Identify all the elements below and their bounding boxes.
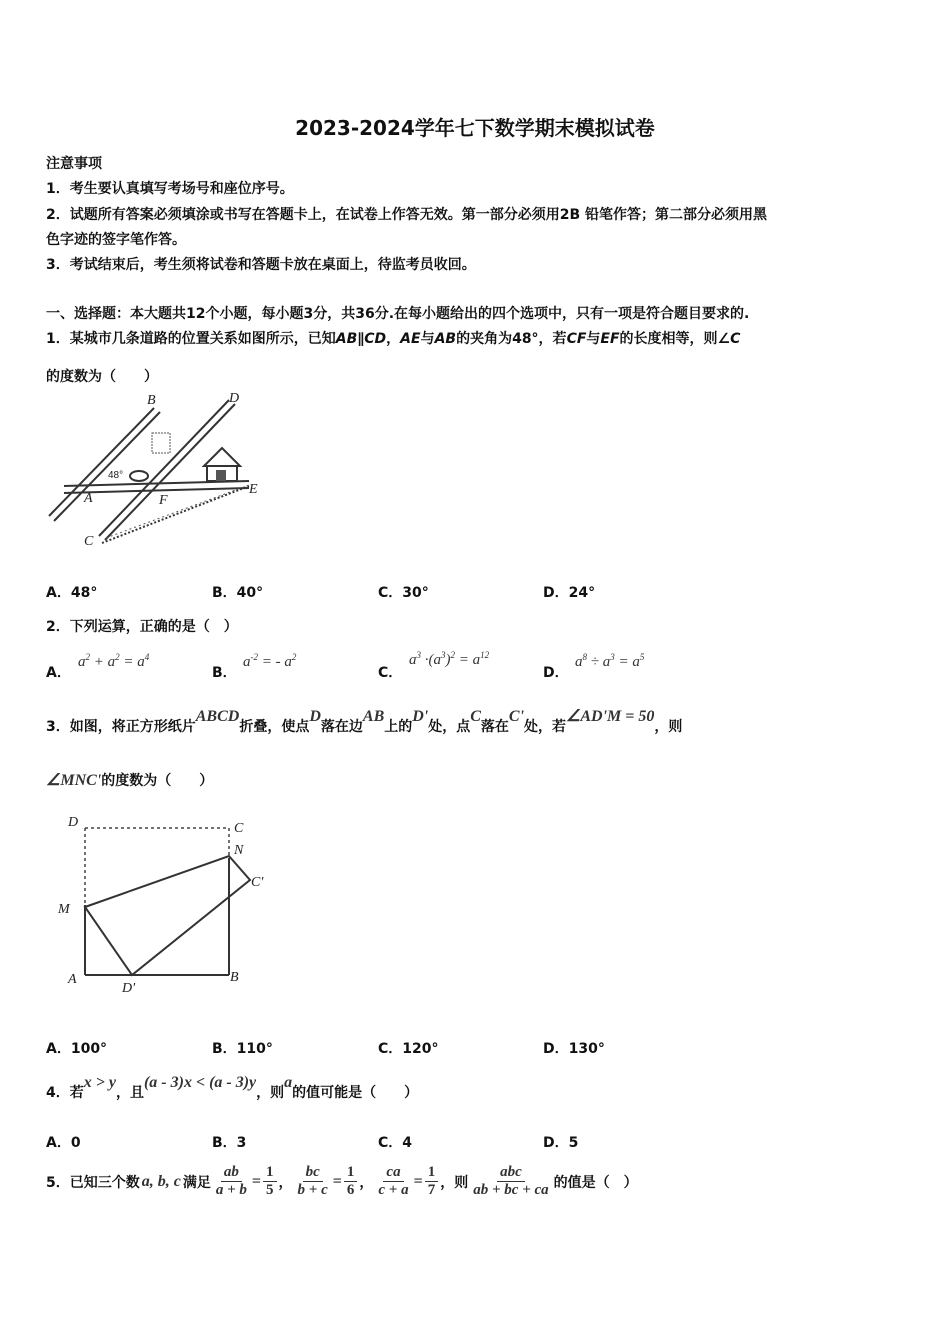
label-A: A [84, 491, 93, 506]
section-heading: 一、选择题：本大题共12个小题，每小题3分，共36分.在每小题给出的四个选项中，只有一项是符合题目要求的. [46, 306, 750, 322]
notice-heading: 注意事项 [46, 156, 102, 172]
label-B: B [147, 393, 156, 408]
q2-label-a: A． [46, 665, 71, 681]
label-N: N [234, 843, 244, 858]
q4-option-c: C．4 [378, 1135, 413, 1151]
notice-item: 3．考试结束后，考生须将试卷和答题卡放在桌面上，待监考员收回。 [46, 257, 476, 273]
q2-expr-b: $a^{-2}$ = - $a^2$ [243, 652, 297, 670]
q2-expr-a: $a^2 + a^2 = a^4$ [78, 652, 150, 670]
label-M: M [58, 902, 70, 917]
q1-figure [44, 388, 274, 553]
q2-label-b: B． [212, 665, 237, 681]
label-B: B [230, 970, 239, 985]
q1-option-a: A．48° [46, 585, 98, 601]
q2-expr-d: $a^8 \div a^3 = a^5$ [575, 652, 645, 670]
label-E: E [249, 482, 258, 497]
label-F: F [159, 493, 168, 508]
q3-option-a: A．100° [46, 1041, 108, 1057]
angle-label: 48° [108, 470, 124, 481]
q1-stem-cont: 的度数为（ ） [46, 369, 158, 385]
q1-option-b: B．40° [212, 585, 264, 601]
q1-option-c: C．30° [378, 585, 429, 601]
page-title: 2023-2024学年七下数学期末模拟试卷 [295, 116, 655, 140]
notice-item: 色字迹的签字笔作答。 [46, 232, 186, 248]
q2-label-d: D． [543, 665, 569, 681]
q2-stem: 2．下列运算，正确的是（ ） [46, 619, 238, 635]
q2-label-c: C． [378, 665, 403, 681]
label-A: A [68, 972, 77, 987]
q3-option-b: B．110° [212, 1041, 273, 1057]
notice-item: 1．考生要认真填写考场号和座位序号。 [46, 181, 294, 197]
label-D-prime: D' [122, 981, 136, 995]
q4-option-d: D．5 [543, 1135, 579, 1151]
label-D: D [229, 391, 240, 406]
notice-item: 2．试题所有答案必须填涂或书写在答题卡上，在试卷上作答无效。第一部分必须用2B 铅笔作答；第二部分必须用黑 [46, 207, 768, 223]
q4-option-a: A．0 [46, 1135, 81, 1151]
label-C: C [234, 821, 244, 836]
label-D: D [68, 815, 79, 830]
q2-expr-c: $a^3 \cdot(a^3)^2 = a^{12}$ [409, 650, 490, 668]
q3-stem: 3．如图，将正方形纸片ABCD折叠，使点D落在边AB上的D'处，点C落在C'处，若∠AD'M = 50，则 [46, 708, 683, 735]
q4-option-b: B．3 [212, 1135, 247, 1151]
q1-option-d: D．24° [543, 585, 596, 601]
label-C-prime: C' [251, 875, 264, 890]
q3-option-d: D．130° [543, 1041, 605, 1057]
q3-option-c: C．120° [378, 1041, 439, 1057]
label-C: C [84, 534, 94, 549]
q3-stem-cont: ∠MNC'的度数为（ ） [46, 772, 214, 789]
q5-stem: 5．已知三个数 a, b, c 满足 $\frac{ab}{a + b}$ = $\frac{1}{5}$ ， $\frac{bc}{b + c}$ = $\frac{1}{6}$ ， $\frac{ca}{c + a}$ = $\frac{1}{7}$ ，则 $\frac{\text{abc}}{ab + bc + ca}$ 的值是（ ） [46, 1164, 638, 1198]
q1-stem: 1．某城市几条道路的位置关系如图所示，已知AB∥CD，AE与AB的夹角为48°，若CF与EF的长度相等，则∠C [46, 331, 741, 347]
q3-figure [54, 810, 284, 995]
q4-stem: 4．若x > y，且(a - 3)x < (a - 3)y，则a的值可能是（ ） [46, 1074, 419, 1101]
